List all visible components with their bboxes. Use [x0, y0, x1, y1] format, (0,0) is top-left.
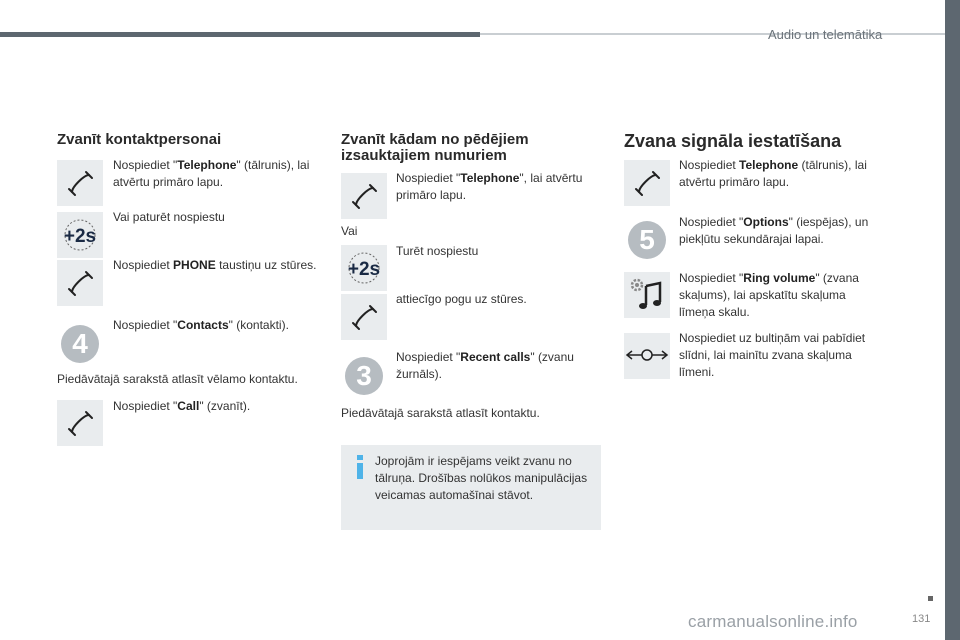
- ring-volume-button[interactable]: [624, 272, 670, 318]
- hold-label: +2s: [347, 259, 381, 280]
- steering-hold-icon: [341, 245, 387, 291]
- phone-button-3[interactable]: [624, 160, 670, 206]
- col1-step3: Nospiediet PHONE taustiņu uz stūres.: [113, 258, 317, 272]
- wheel-phone-button[interactable]: [57, 260, 103, 306]
- phone-icon: [341, 294, 387, 340]
- section-title: Audio un telemātika: [768, 27, 883, 42]
- side-strip: [945, 0, 960, 640]
- col2-step2: Turēt nospiestu: [396, 244, 479, 258]
- heading-ringtone-settings: Zvana signāla iestatīšana: [624, 131, 842, 151]
- watermark: carmanualsonline.info: [688, 612, 858, 631]
- page-number: 131: [912, 613, 931, 625]
- step-number-5: 5: [628, 221, 666, 259]
- col2-step1: Nospiediet "Telephone", lai atvērtu primāro lapu.: [396, 171, 583, 202]
- or-label: Vai: [341, 224, 358, 238]
- wheel-button-2[interactable]: [341, 294, 387, 340]
- hold-label: +2s: [63, 226, 97, 247]
- page-dot: [928, 596, 933, 601]
- step-number-4: 4: [61, 325, 99, 363]
- phone-icon: [57, 260, 103, 306]
- col1-note: Piedāvātajā sarakstā atlasīt vēlamo kontaktu.: [57, 372, 298, 386]
- volume-slider-button[interactable]: [624, 333, 670, 379]
- col2-step3: attiecīgo pogu uz stūres.: [396, 292, 527, 306]
- phone-icon: [341, 173, 387, 219]
- phone-icon: [57, 160, 103, 206]
- phone-button[interactable]: [57, 160, 103, 206]
- col3-step1: Nospiediet Telephone (tālrunis), lai atvērtu primāro lapu.: [679, 158, 867, 189]
- col1-step5: Nospiediet "Call" (zvanīt).: [113, 399, 251, 413]
- hold-button-2: [341, 245, 387, 291]
- heading-recent-calls: Zvanīt kādam no pēdējiem izsauktajiem numuriem: [341, 131, 529, 164]
- step-number-3: 3: [345, 357, 383, 395]
- col3-step4: Nospiediet uz bultiņām vai pabīdiet slīdni, lai mainītu zvana skaļuma līmeni.: [679, 331, 866, 379]
- ring-volume-icon: [624, 272, 670, 318]
- phone-icon: [57, 400, 103, 446]
- info-icon: [353, 455, 367, 479]
- heading-call-contact: Zvanīt kontaktpersonai: [57, 131, 222, 148]
- col3-step2: Nospiediet "Options" (iespējas), un piekļūtu sekundārajai lapai.: [679, 215, 869, 246]
- call-button[interactable]: [57, 400, 103, 446]
- steering-hold-icon: [57, 212, 103, 258]
- col1-step2: Vai paturēt nospiestu: [113, 210, 225, 224]
- col2-step4: Nospiediet "Recent calls" (zvanu žurnāls).: [396, 350, 574, 381]
- top-bar: [0, 32, 480, 37]
- slider-arrows-icon: [624, 333, 670, 379]
- col1-step1: Nospiediet "Telephone" (tālrunis), lai atvērtu primāro lapu.: [113, 158, 310, 189]
- phone-button-2[interactable]: [341, 173, 387, 219]
- phone-icon: [624, 160, 670, 206]
- col1-step4: Nospiediet "Contacts" (kontakti).: [113, 318, 289, 332]
- info-box: [341, 445, 601, 530]
- col2-note: Piedāvātajā sarakstā atlasīt kontaktu.: [341, 406, 540, 420]
- hold-button: [57, 212, 103, 258]
- info-text: Joprojām ir iespējams veikt zvanu no tālruņa. Drošības nolūkos manipulācijas veicamas automašīnai stāvot.: [375, 454, 588, 502]
- col3-step3: Nospiediet "Ring volume" (zvana skaļums), lai apskatītu skaļuma līmeņa skalu.: [679, 271, 859, 319]
